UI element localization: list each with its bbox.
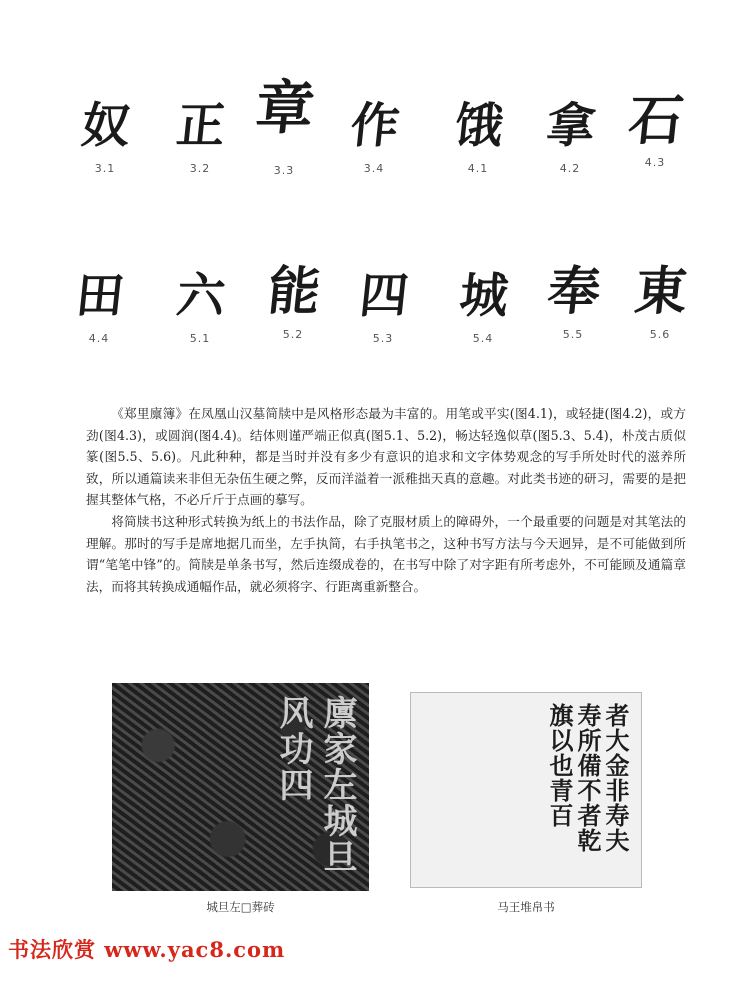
site-watermark: 书法欣赏 www.yac8.com: [8, 937, 286, 962]
glyph-label: 3.2: [189, 162, 211, 175]
glyph-label: 5.5: [562, 328, 584, 341]
glyph-sample: [525, 98, 615, 175]
glyph-char: 六: [174, 268, 226, 324]
glyph-label: 5.4: [472, 332, 494, 345]
glyph-sample: [610, 88, 700, 169]
glyph-char: 奴: [79, 98, 131, 154]
brick-rubbing-image: [112, 683, 369, 891]
glyph-char: 奉: [544, 261, 602, 322]
glyph-label: 5.6: [649, 328, 671, 341]
glyph-sample: [338, 268, 428, 345]
glyph-label: 4.3: [644, 156, 666, 169]
glyph-char: 章: [252, 74, 316, 142]
glyph-label: 4.4: [88, 332, 110, 345]
glyph-sample: [248, 261, 338, 341]
image-caption-right: 马王堆帛书: [497, 900, 555, 914]
glyph-label: 3.3: [273, 164, 295, 177]
glyph-sample: [615, 261, 705, 341]
glyph-row-2: [0, 250, 751, 360]
glyph-sample: [54, 268, 144, 345]
glyph-label: 4.1: [467, 162, 489, 175]
glyph-char: 東: [631, 261, 689, 322]
glyph-char: 拿: [544, 98, 596, 154]
glyph-char: 田: [73, 268, 125, 324]
glyph-char: 正: [174, 98, 226, 154]
rubbing-characters: 廪家左城旦风功四: [273, 695, 357, 875]
glyph-label: 3.1: [94, 162, 116, 175]
glyph-sample: [60, 98, 150, 175]
article-body: [86, 403, 686, 597]
glyph-char: 城: [457, 268, 509, 324]
glyph-char: 饿: [452, 98, 504, 154]
glyph-char: 作: [348, 98, 400, 154]
paragraph: 将简牍书这种形式转换为纸上的书法作品，除了克服材质上的障碍外，一个最重要的问题是对其笔法的理解。那时的写手是席地据几而坐，左手执简，右手执笔书之，这种书写方法与今天迥异，是不可能做到所谓“笔笔中锋”的。简牍是单条书写，然后连缀成卷的，在书写中除了对字距有所考虑外，不可能顾及通篇章法，而将其转换成通幅作品，就必须将字、行距离重新整合。: [86, 513, 686, 594]
glyph-sample: [528, 261, 618, 341]
glyph-label: 4.2: [559, 162, 581, 175]
silk-manuscript-image: [410, 692, 642, 888]
image-caption-left: 城旦左□葬砖: [206, 900, 275, 914]
glyph-sample: [239, 60, 329, 177]
glyph-char: 四: [357, 268, 409, 324]
glyph-label: 5.3: [372, 332, 394, 345]
glyph-label: 3.4: [363, 162, 385, 175]
glyph-label: 5.2: [282, 328, 304, 341]
glyph-sample: [438, 268, 528, 345]
glyph-char: 能: [264, 261, 322, 322]
glyph-sample: [155, 268, 245, 345]
glyph-char: 石: [625, 88, 685, 152]
glyph-sample: [329, 98, 419, 175]
glyph-sample: [155, 98, 245, 175]
glyph-label: 5.1: [189, 332, 211, 345]
glyph-sample: [433, 98, 523, 175]
silk-characters: 者大金非寿夫寿所備不者乾旗以也青百: [545, 703, 630, 853]
paragraph: 《郑里廪簿》在凤凰山汉墓简牍中是风格形态最为丰富的。用笔或平实(图4.1)，或轻捷(图4.2)，或方劲(图4.3)，或圆润(图4.4)。结体则谨严端正似真(图5.1、5.2)，畅达轻逸似草(图5.3、5.4)，朴茂古质似篆(图5.5、5.6)。凡此种种，都是当时并没有多少有意识的追求和文字体势观念的写手所处时代的滋养所致，所以通篇读来非但无杂伍生硬之弊，反而洋溢着一派稚拙天真的意趣。对此类书迹的研习，需要的是把握其整体气格，不必斤斤于点画的摹写。: [86, 406, 686, 508]
glyph-row-1: [0, 40, 751, 190]
